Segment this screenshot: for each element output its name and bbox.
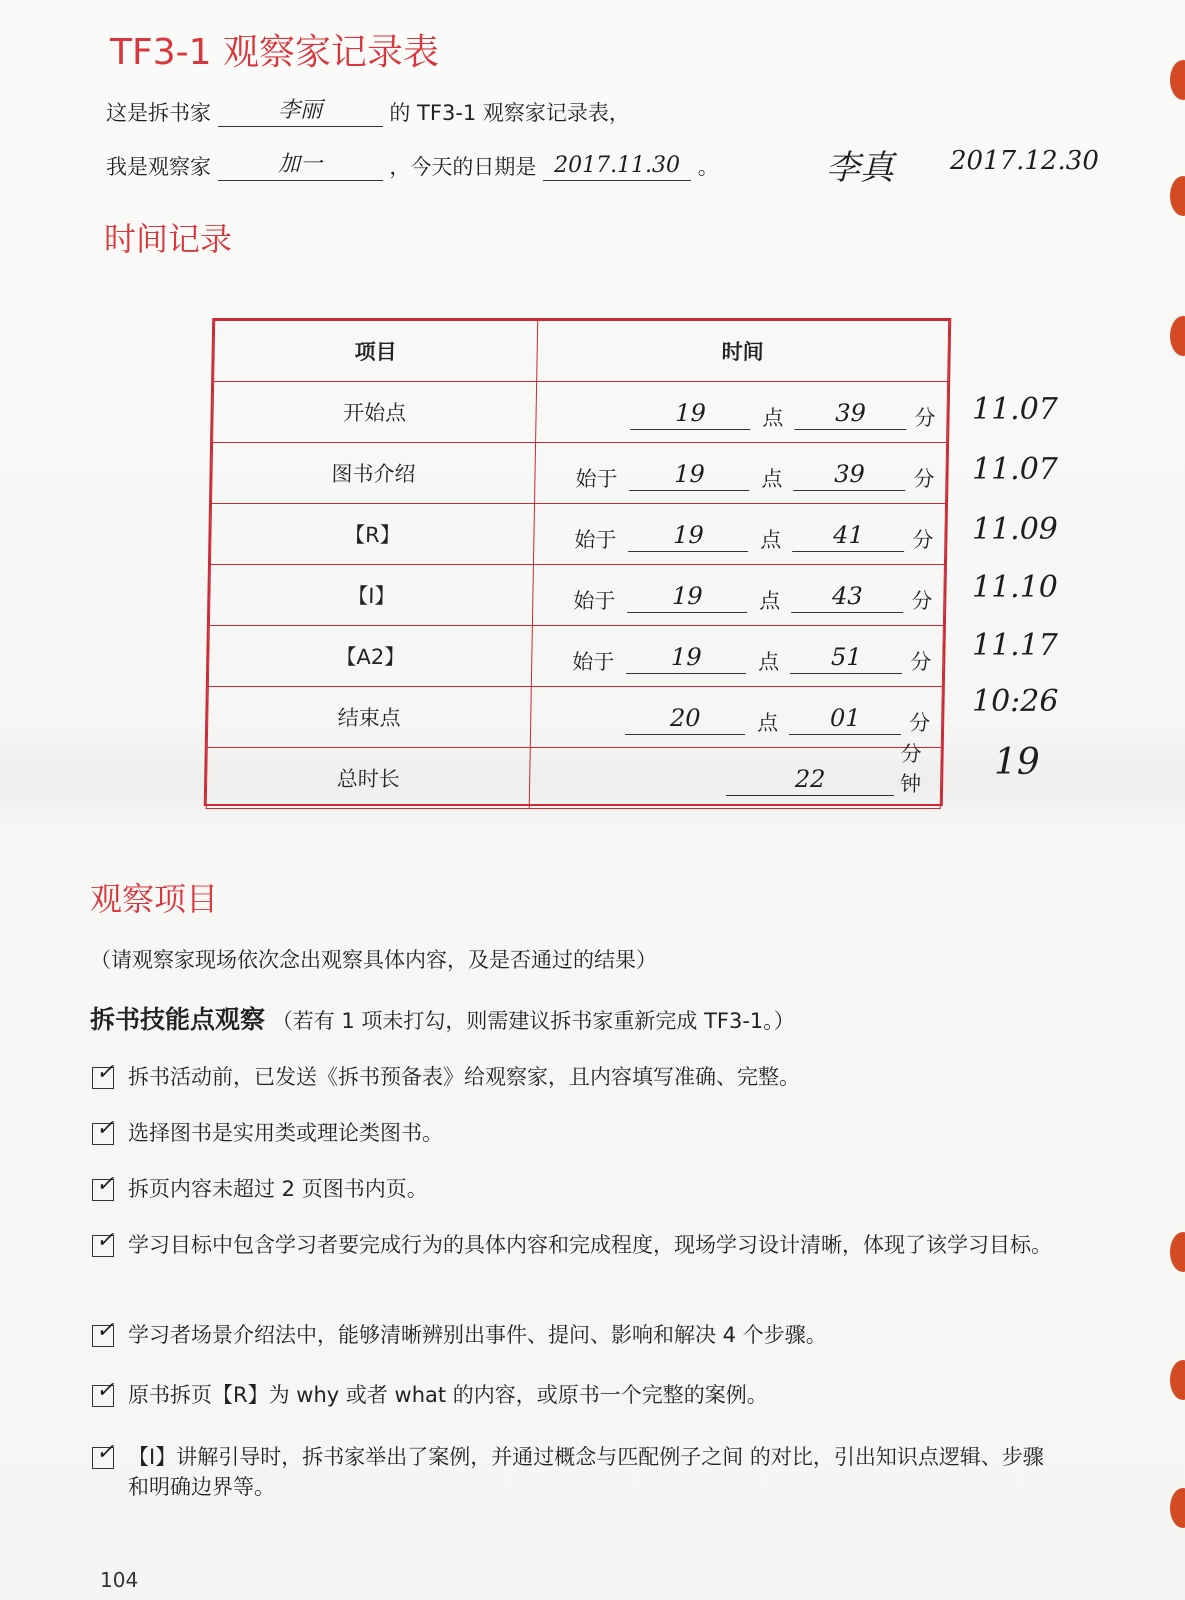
minute-value: 01 — [829, 704, 861, 732]
time-section-title: 时间记录 — [104, 220, 233, 258]
checklist-item — [92, 1230, 1052, 1260]
hour-value: 20 — [669, 704, 701, 732]
minute-value: 39 — [834, 460, 866, 488]
row-time — [531, 626, 943, 687]
hour-unit: 点 — [762, 406, 784, 430]
host-name: 李丽 — [278, 98, 323, 123]
checklist-item — [92, 1320, 1052, 1350]
check-mark-icon: ✓ — [96, 1318, 115, 1343]
check-mark-icon: ✓ — [96, 1228, 115, 1253]
column-header-time: 时间 — [537, 321, 949, 382]
hour-field — [629, 460, 750, 491]
checklist-text: 拆书活动前，已发送《拆书预备表》给观察家，且内容填写准确、完整。 — [128, 1065, 800, 1089]
total-field — [726, 765, 895, 796]
hour-value: 19 — [674, 460, 706, 488]
observer-line-1 — [106, 96, 630, 127]
checkbox[interactable] — [92, 1228, 115, 1257]
hour-value: 19 — [671, 582, 703, 610]
row-item: 结束点 — [207, 687, 531, 748]
checklist-text: 【I】讲解引导时，拆书家举出了案例，并通过概念与匹配例子之间 的对比，引出知识点逻辑、步骤和明确边界等。 — [128, 1445, 1044, 1499]
observer-line-2 — [106, 150, 719, 181]
minute-unit: 分 — [912, 528, 934, 552]
table-row-total — [206, 748, 941, 809]
checklist-text: 拆页内容未超过 2 页图书内页。 — [128, 1177, 428, 1201]
total-unit: 分钟 — [899, 742, 922, 796]
minute-value: 41 — [832, 521, 864, 549]
hour-field — [626, 643, 747, 674]
side-note: 11.09 — [972, 512, 1058, 547]
row-time — [529, 742, 941, 809]
hour-unit: 点 — [756, 711, 779, 735]
hour-field — [630, 399, 751, 430]
minute-unit: 分 — [910, 650, 932, 674]
row-item: 【R】 — [210, 504, 534, 565]
table-header-row — [214, 321, 949, 382]
line2-prefix: 我是观察家 — [106, 155, 211, 179]
table-row — [208, 626, 943, 687]
check-mark-icon: ✓ — [96, 1060, 115, 1085]
minute-field — [792, 521, 905, 552]
hour-value: 19 — [672, 521, 704, 549]
line1-suffix: 的 TF3-1 观察家记录表， — [389, 101, 630, 125]
checkbox[interactable] — [92, 1440, 115, 1469]
checklist-text: 选择图书是实用类或理论类图书。 — [128, 1121, 443, 1145]
minute-value: 51 — [830, 643, 862, 671]
checklist-item — [92, 1062, 1052, 1092]
check-mark-icon: ✓ — [96, 1440, 115, 1465]
row-item: 【A2】 — [208, 626, 532, 687]
table-row — [213, 382, 948, 443]
skill-note: （若有 1 项未打勾，则需建议拆书家重新完成 TF3-1。） — [271, 1009, 795, 1033]
hour-value: 19 — [675, 399, 707, 427]
row-time — [533, 504, 945, 565]
page-number: 104 — [100, 1568, 139, 1592]
line1-prefix: 这是拆书家 — [106, 101, 211, 125]
checklist-item — [92, 1380, 1052, 1410]
binder-hole-mark — [1170, 1488, 1185, 1528]
binder-hole-mark — [1170, 316, 1185, 356]
start-prefix: 始于 — [572, 650, 615, 674]
checkbox[interactable] — [92, 1116, 115, 1145]
minute-unit: 分 — [914, 406, 936, 430]
table-row — [212, 443, 947, 504]
side-note: 10:26 — [972, 684, 1059, 719]
checklist-text: 学习者场景介绍法中，能够清晰辨别出事件、提问、影响和解决 4 个步骤。 — [128, 1323, 827, 1347]
margin-name: 李真 — [826, 148, 894, 188]
minute-value: 43 — [831, 582, 863, 610]
row-item: 总时长 — [206, 748, 530, 809]
date-value: 2017.11.30 — [554, 153, 681, 178]
observer-name: 加一 — [278, 152, 323, 177]
checklist-text: 学习目标中包含学习者要完成行为的具体内容和完成程度，现场学习设计清晰，体现了该学习目标。 — [128, 1233, 1052, 1257]
check-mark-icon: ✓ — [96, 1116, 115, 1141]
binder-hole-mark — [1170, 1360, 1185, 1400]
minute-field — [793, 460, 906, 491]
start-prefix: 始于 — [573, 589, 616, 613]
time-table — [204, 318, 952, 806]
checkbox[interactable] — [92, 1378, 115, 1407]
line2-end: 。 — [697, 155, 719, 179]
checkbox[interactable] — [92, 1172, 115, 1201]
hour-unit: 点 — [759, 589, 781, 613]
checkbox[interactable] — [92, 1060, 115, 1089]
checklist-item — [92, 1174, 1052, 1204]
instruction-text: （请观察家现场依次念出观察具体内容，及是否通过的结果） — [90, 948, 657, 972]
minute-field — [790, 643, 903, 674]
checklist-item — [92, 1442, 1052, 1502]
row-time — [536, 382, 948, 443]
row-time — [535, 443, 947, 504]
check-mark-icon: ✓ — [96, 1378, 115, 1403]
minute-unit: 分 — [908, 711, 931, 735]
checklist-text: 原书拆页【R】为 why 或者 what 的内容，或原书一个完整的案例。 — [128, 1383, 768, 1407]
minute-field — [791, 582, 904, 613]
binder-hole-mark — [1170, 176, 1185, 216]
hour-field — [628, 521, 749, 552]
side-note: 11.10 — [972, 570, 1058, 605]
side-note: 11.07 — [972, 392, 1058, 427]
line2-middle: ，今天的日期是 — [389, 155, 537, 179]
row-item: 开始点 — [213, 382, 537, 443]
observation-section-title: 观察项目 — [90, 880, 219, 918]
margin-date: 2017.12.30 — [950, 146, 1099, 176]
hour-field — [625, 704, 746, 735]
hour-field — [627, 582, 748, 613]
binder-hole-mark — [1170, 60, 1185, 100]
minute-unit: 分 — [913, 467, 935, 491]
date-field — [543, 150, 691, 181]
start-prefix: 始于 — [575, 467, 618, 491]
side-note: 11.17 — [972, 628, 1058, 663]
observer-name-field — [218, 150, 383, 181]
page-title: TF3-1 观察家记录表 — [110, 32, 439, 73]
hour-unit: 点 — [761, 467, 783, 491]
row-item: 【I】 — [209, 565, 533, 626]
minute-unit: 分 — [911, 589, 933, 613]
side-note: 11.07 — [972, 452, 1058, 487]
table-row — [210, 504, 945, 565]
minute-value: 39 — [835, 399, 867, 427]
check-mark-icon: ✓ — [96, 1172, 115, 1197]
minute-field — [789, 704, 902, 735]
hour-value: 19 — [670, 643, 702, 671]
row-item: 图书介绍 — [212, 443, 536, 504]
skill-heading-line — [90, 1000, 795, 1036]
binder-hole-mark — [1170, 1232, 1185, 1272]
row-time — [532, 565, 944, 626]
table-row — [207, 687, 942, 748]
row-time — [530, 687, 942, 748]
start-prefix: 始于 — [574, 528, 617, 552]
hour-unit: 点 — [760, 528, 782, 552]
side-note: 19 — [994, 742, 1040, 783]
column-header-item: 项目 — [214, 321, 538, 382]
table-row — [209, 565, 944, 626]
skill-heading: 拆书技能点观察 — [90, 1005, 266, 1034]
checklist-item — [92, 1118, 1052, 1148]
checkbox[interactable] — [92, 1318, 115, 1347]
hour-unit: 点 — [758, 650, 780, 674]
minute-field — [794, 399, 907, 430]
host-name-field — [218, 96, 383, 127]
total-value: 22 — [794, 765, 826, 793]
